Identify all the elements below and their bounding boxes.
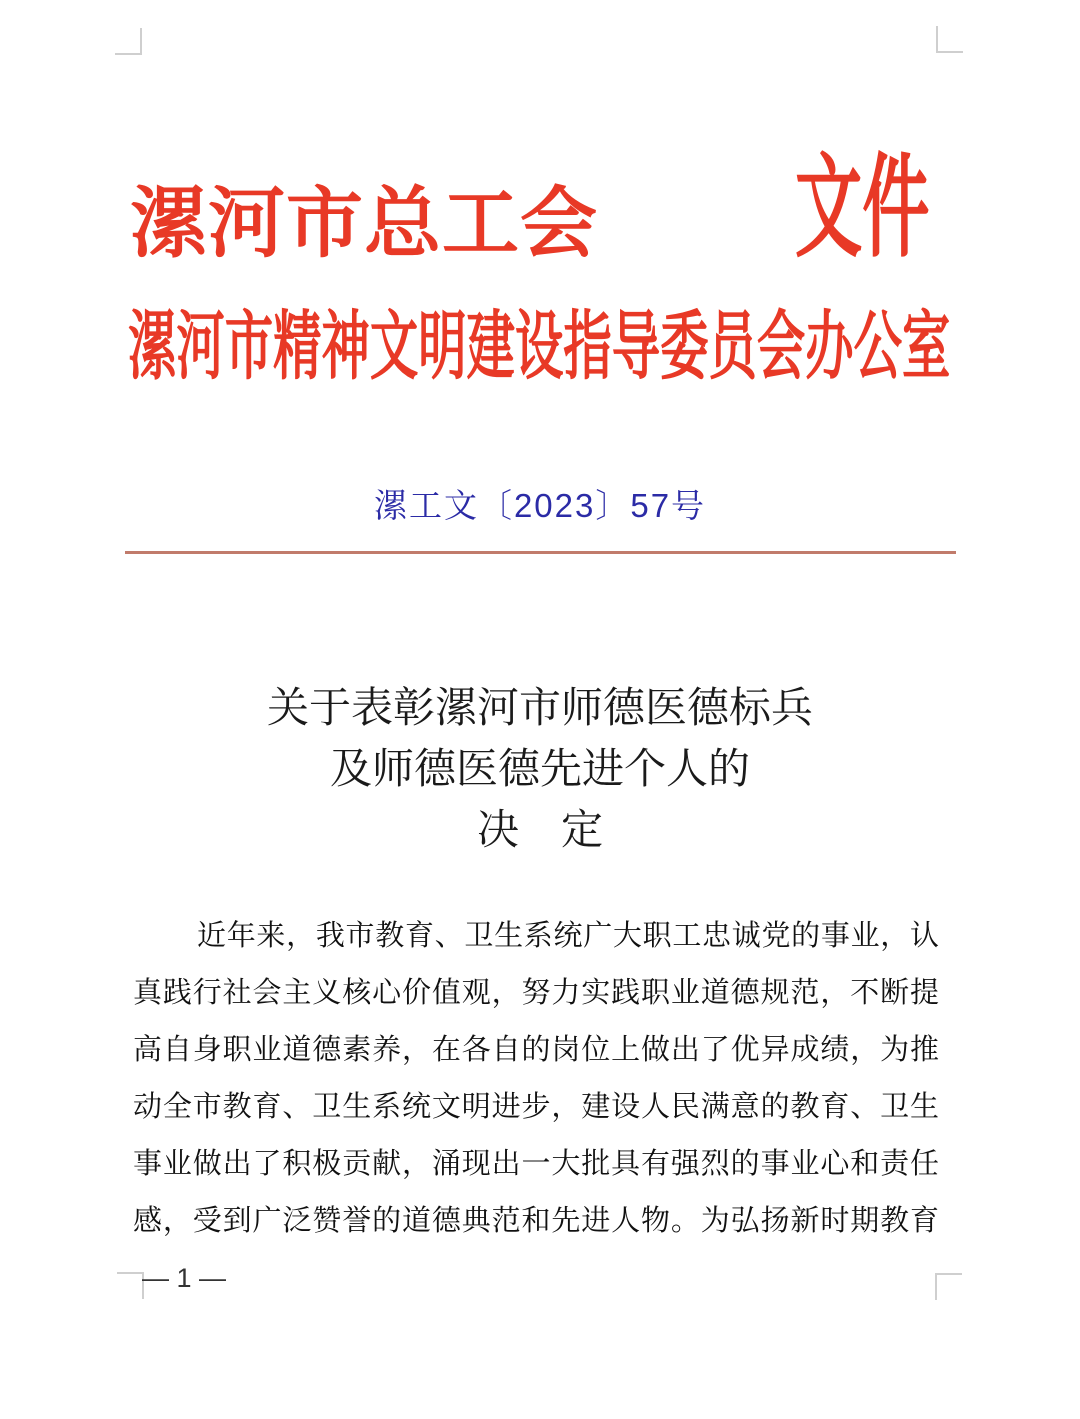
document-title bbox=[0, 677, 1080, 860]
crop-mark-top-right bbox=[936, 26, 963, 53]
header-separator-line bbox=[125, 551, 956, 554]
document-body bbox=[133, 908, 939, 1250]
body-line: 真践行社会主义核心价值观，努力实践职业道德规范，不断提 bbox=[133, 977, 939, 1009]
document-number: 漯工文〔2023〕57号 bbox=[373, 487, 707, 524]
body-line: 感，受到广泛赞誉的道德典范和先进人物。为弘扬新时期教育 bbox=[133, 1205, 939, 1237]
crop-mark-bottom-right bbox=[935, 1273, 962, 1300]
body-line: 高自身职业道德素养，在各自的岗位上做出了优异成绩，为推 bbox=[133, 1034, 939, 1066]
body-line: 动全市教育、卫生系统文明进步，建设人民满意的教育、卫生 bbox=[133, 1091, 939, 1123]
document-title-line2: 及师德医德先进个人的 bbox=[329, 745, 750, 792]
crop-mark-bottom-left bbox=[117, 1272, 144, 1299]
body-line: 事业做出了积极贡献，涌现出一大批具有强烈的事业心和责任 bbox=[133, 1148, 939, 1180]
page-number: — 1 — bbox=[142, 1263, 227, 1293]
document-title-line3: 决 定 bbox=[476, 806, 603, 853]
co-issuing-org-name: 漯河市精神文明建设指导委员会办公室 bbox=[128, 304, 951, 388]
document-type-label: 文件 bbox=[795, 145, 930, 270]
document-title-line1: 关于表彰漯河市师德医德标兵 bbox=[266, 684, 813, 731]
crop-mark-top-left bbox=[115, 28, 142, 55]
body-line: 近年来，我市教育、卫生系统广大职工忠诚党的事业，认 bbox=[197, 920, 939, 952]
issuing-org-name: 漯河市总工会 bbox=[130, 181, 598, 267]
